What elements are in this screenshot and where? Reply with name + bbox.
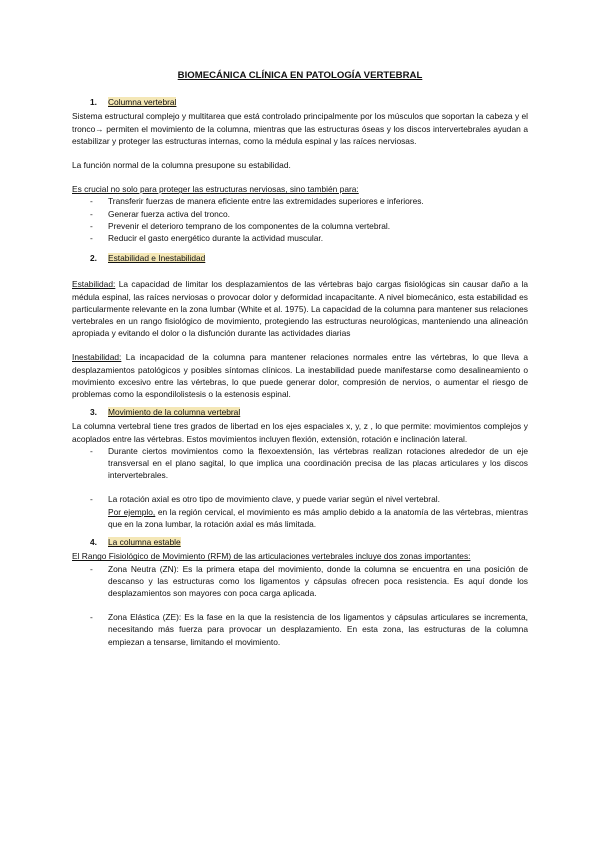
section-2-heading [90,252,528,264]
paragraph-underlined: El Rango Fisiológico de Movimiento (RFM) de las articulaciones vertebrales incluye dos zonas importantes: [72,551,471,562]
term-text: La incapacidad de la columna para mantener relaciones normales entre las vértebras, lo que lleva a desplazamientos patológicos y posibles síntomas clínicos. La inestabilidad puede manifestarse como desalineamiento o movimiento excesivo entre las vértebras, lo que puede generar dolor, compresión de nervios, o aumentar el riesgo de problemas como la espondilolistesis o la estenosis espinal. [72,352,528,400]
document-page [72,70,528,648]
bullet-list [72,611,528,648]
paragraph: La función normal de la columna presupone su estabilidad. [72,160,291,171]
section-number: 3. [90,407,97,418]
bullet-list [72,493,528,505]
section-title: Movimiento de la columna vertebral [108,407,241,418]
section-number: 4. [90,537,97,548]
term-label: Inestabilidad: [72,352,122,363]
list-item: - Zona Neutra (ZN): Es la primera etapa del movimiento, donde la columna se encuentra en una posición de descanso y las estructuras como los ligamentos y cápsulas ofrecen poca resistencia. Es aquí donde los desplazamientos son mayores con poca carga aplicada. [72,563,528,600]
term-text: La capacidad de limitar los desplazamientos de las vértebras bajo cargas fisiológicas sin causar daño a la médula espinal, las raíces nerviosas o provocar dolor y deformidad incapacitante. A nivel biomecánico, esta estabilidad es particularmente relevante en la zona lumbar (White et al. 1975). La capacidad de la columna para mantener sus relaciones vertebrales en un rango fisiológico de movimiento, protegiendo las estructuras neurológicas, manteniendo una alineación apropiada y evitando el dolor o la disfunción durante las actividades diarias [72,279,528,339]
paragraph [72,351,528,400]
list-item: - Transferir fuerzas de manera eficiente entre las extremidades superiores e inferiores. [72,195,528,207]
list-item: - La rotación axial es otro tipo de movimiento clave, y puede variar según el nivel vertebral. [72,493,528,505]
bullet-list [72,563,528,600]
term-label: Estabilidad: [72,279,116,290]
paragraph-indented [72,506,528,530]
list-item: - Zona Elástica (ZE): Es la fase en la que la resistencia de los ligamentos y cápsulas articulares se incrementa, necesitando más fuerza para provocar un desplazamiento. En esta zona, las estructuras de la columna empiezan a tensarse, limitando el movimiento. [72,611,528,648]
list-item: - Durante ciertos movimientos como la flexoextensión, las vértebras realizan rotaciones alrededor de un eje transversal en el plano sagital, lo que implica una coordinación precisa de las placas articulares y los discos intervertebrales. [72,445,528,482]
paragraph: La columna vertebral tiene tres grados de libertad en los ejes espaciales x, y, z , lo que permite: movimientos complejos y acoplados entre las vértebras. Estos movimientos incluyen flexión, extensión, rotación e inclinación lateral. [72,421,528,444]
section-title: La columna estable [108,537,181,548]
bullet-list [72,195,528,244]
example-label: Por ejemplo, [108,506,156,517]
list-item: - Reducir el gasto energético durante la actividad muscular. [72,232,528,244]
section-number: 1. [90,97,97,108]
section-4-heading [90,536,528,548]
section-3-heading [90,406,528,418]
document-title: BIOMECÁNICA CLÍNICA EN PATOLOGÍA VERTEBRAL [177,70,423,81]
list-item: - Generar fuerza activa del tronco. [72,208,528,220]
example-text: en la región cervical, el movimiento es más amplio debido a la anatomía de las vértebras, mientras que en la zona lumbar, la rotación axial es más limitada. [108,506,529,529]
paragraph: Sistema estructural complejo y multitarea que está controlado principalmente por los músculos que soportan la cabeza y el tronco→ permiten el movimiento de la columna, mientras que las estructuras óseas y los discos intervertebrales ayudan a estabilizar y proteger las estructuras internas, como la médula espinal y las raíces nerviosas. [72,111,528,146]
paragraph-underlined: Es crucial no solo para proteger las estructuras nerviosas, sino también para: [72,184,359,195]
section-number: 2. [90,253,97,264]
section-title: Estabilidad e Inestabilidad [108,253,206,264]
section-title: Columna vertebral [108,97,177,108]
section-1-heading [90,96,528,108]
bullet-list [72,445,528,482]
list-item: - Prevenir el deterioro temprano de los componentes de la columna vertebral. [72,220,528,232]
paragraph [72,278,528,339]
